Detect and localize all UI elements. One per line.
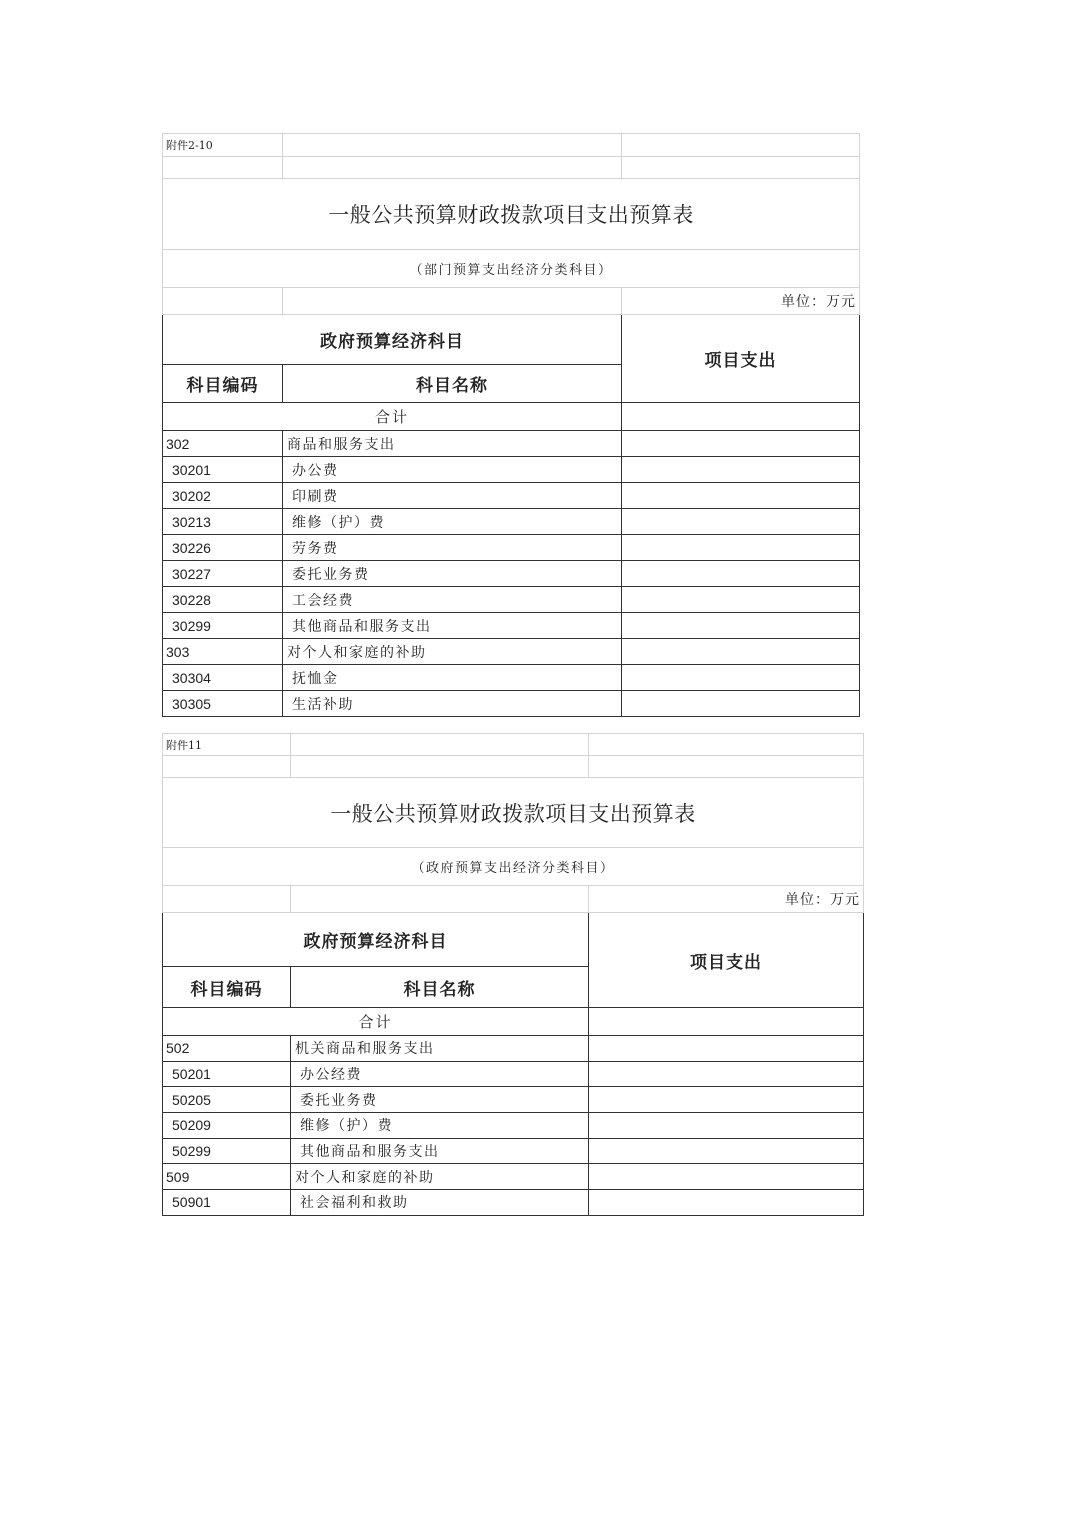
budget-table-government (162, 733, 864, 1216)
table-subtitle: （部门预算支出经济分类科目） (163, 250, 860, 288)
unit-label: 单位：万元 (622, 288, 860, 315)
account-name: 其他商品和服务支出 (283, 613, 622, 639)
expense-column-header: 项目支出 (622, 315, 860, 403)
project-expense-value (589, 1190, 864, 1216)
account-code: 50205 (163, 1087, 291, 1113)
code-column-header: 科目编码 (163, 365, 283, 403)
account-code: 30305 (163, 691, 283, 717)
account-code: 30304 (163, 665, 283, 691)
project-expense-value (589, 1036, 864, 1062)
table-row (163, 1036, 864, 1062)
project-expense-value (622, 639, 860, 665)
table-row (163, 1113, 864, 1139)
table-row (163, 587, 860, 613)
total-label: 合计 (163, 403, 622, 431)
project-expense-value (589, 1087, 864, 1113)
total-label: 合计 (163, 1008, 589, 1036)
project-expense-value (622, 483, 860, 509)
account-code: 30227 (163, 561, 283, 587)
account-name: 维修（护）费 (283, 509, 622, 535)
table-title: 一般公共预算财政拨款项目支出预算表 (163, 778, 864, 848)
account-name: 社会福利和救助 (291, 1190, 589, 1216)
table-row (163, 431, 860, 457)
table-subtitle: （政府预算支出经济分类科目） (163, 848, 864, 886)
table-row (163, 561, 860, 587)
table-row (163, 1087, 864, 1113)
attachment-label: 附件2-10 (163, 134, 283, 157)
account-code: 30299 (163, 613, 283, 639)
project-expense-value (622, 691, 860, 717)
account-code: 50209 (163, 1113, 291, 1139)
project-expense-value (622, 561, 860, 587)
account-code: 30226 (163, 535, 283, 561)
table-row (163, 691, 860, 717)
name-column-header: 科目名称 (283, 365, 622, 403)
code-column-header: 科目编码 (163, 967, 291, 1008)
account-name: 劳务费 (283, 535, 622, 561)
account-code: 302 (163, 431, 283, 457)
account-name: 商品和服务支出 (283, 431, 622, 457)
project-expense-value (622, 613, 860, 639)
account-code: 502 (163, 1036, 291, 1062)
account-name: 办公费 (283, 457, 622, 483)
account-name: 其他商品和服务支出 (291, 1138, 589, 1164)
account-code: 30213 (163, 509, 283, 535)
name-column-header: 科目名称 (291, 967, 589, 1008)
table-row (163, 483, 860, 509)
account-code: 30202 (163, 483, 283, 509)
table-row (163, 509, 860, 535)
table-row (163, 665, 860, 691)
project-expense-value (622, 535, 860, 561)
attachment-label: 附件11 (163, 734, 291, 756)
group-header: 政府预算经济科目 (163, 315, 622, 365)
account-name: 办公经费 (291, 1061, 589, 1087)
account-code: 50201 (163, 1061, 291, 1087)
project-expense-value (622, 587, 860, 613)
unit-label: 单位：万元 (589, 886, 864, 913)
group-header: 政府预算经济科目 (163, 913, 589, 967)
table-row (163, 1164, 864, 1190)
account-name: 委托业务费 (291, 1087, 589, 1113)
account-name: 维修（护）费 (291, 1113, 589, 1139)
account-code: 30228 (163, 587, 283, 613)
expense-column-header: 项目支出 (589, 913, 864, 1008)
account-name: 工会经费 (283, 587, 622, 613)
table-title: 一般公共预算财政拨款项目支出预算表 (163, 179, 860, 250)
project-expense-value (622, 431, 860, 457)
project-expense-value (589, 1138, 864, 1164)
project-expense-value (589, 1061, 864, 1087)
account-name: 抚恤金 (283, 665, 622, 691)
account-code: 509 (163, 1164, 291, 1190)
account-name: 机关商品和服务支出 (291, 1036, 589, 1062)
table-row (163, 535, 860, 561)
total-value (589, 1008, 864, 1036)
table-row (163, 457, 860, 483)
table-row (163, 1138, 864, 1164)
account-code: 30201 (163, 457, 283, 483)
budget-table-department (162, 133, 860, 717)
account-name: 对个人和家庭的补助 (283, 639, 622, 665)
table-row (163, 1190, 864, 1216)
account-name: 委托业务费 (283, 561, 622, 587)
project-expense-value (622, 665, 860, 691)
account-name: 印刷费 (283, 483, 622, 509)
account-code: 303 (163, 639, 283, 665)
project-expense-value (622, 457, 860, 483)
account-code: 50299 (163, 1138, 291, 1164)
account-name: 对个人和家庭的补助 (291, 1164, 589, 1190)
table-row (163, 639, 860, 665)
project-expense-value (589, 1113, 864, 1139)
table-row (163, 1061, 864, 1087)
total-value (622, 403, 860, 431)
account-name: 生活补助 (283, 691, 622, 717)
project-expense-value (622, 509, 860, 535)
table-row (163, 613, 860, 639)
project-expense-value (589, 1164, 864, 1190)
account-code: 50901 (163, 1190, 291, 1216)
